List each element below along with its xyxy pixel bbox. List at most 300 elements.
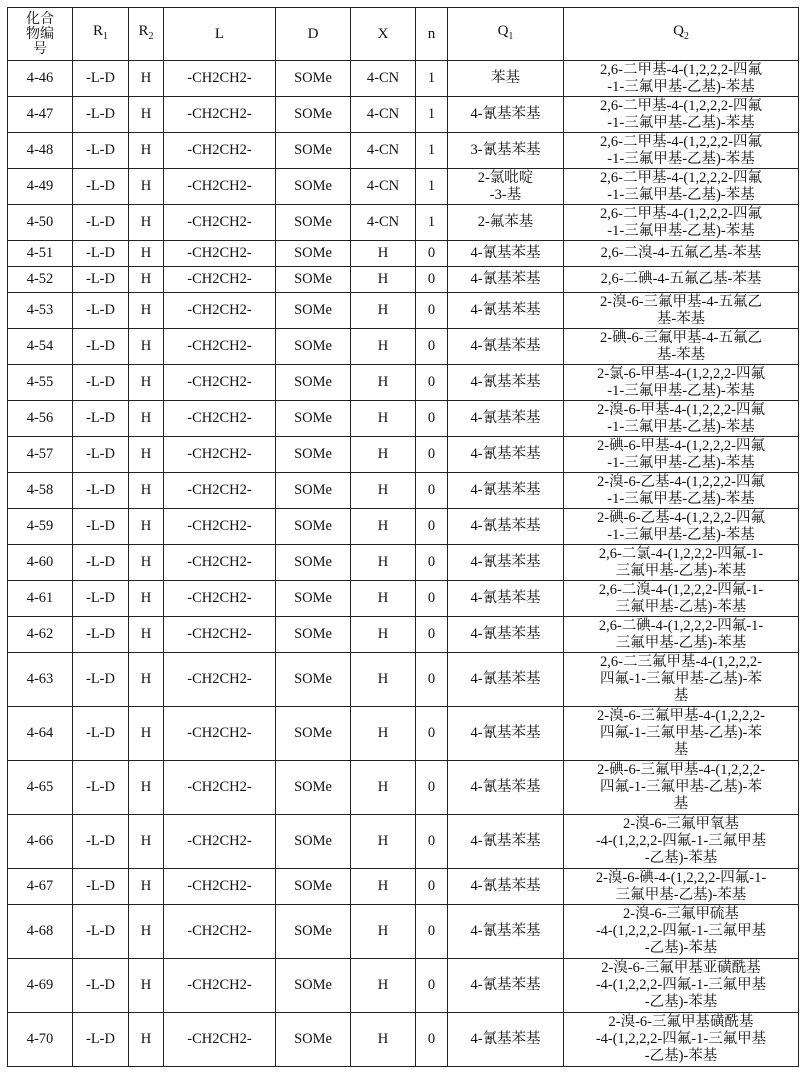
cell-n: 0 xyxy=(416,653,448,707)
cell-q1 xyxy=(448,905,564,959)
q2-line: -乙基)-苯基 xyxy=(564,994,798,1011)
cell-r2: H xyxy=(129,815,164,869)
cell-x: H xyxy=(351,653,416,707)
table-row xyxy=(8,169,799,205)
cell-r2: H xyxy=(129,509,164,545)
cell-r2: H xyxy=(129,267,164,293)
cell-n: 0 xyxy=(416,959,448,1013)
q2-line: -1-三氟甲基-乙基)-苯基 xyxy=(564,383,798,400)
cell-q2 xyxy=(564,545,799,581)
cell-n: 1 xyxy=(416,133,448,169)
cell-n: 0 xyxy=(416,707,448,761)
cell-d: SOMe xyxy=(276,205,351,241)
q2-line: 2,6-二甲基-4-(1,2,2,2-四氟 xyxy=(564,134,798,151)
cell-q1 xyxy=(448,169,564,205)
cell-l: -CH2CH2- xyxy=(164,473,276,509)
q1-line: 2-氟苯基 xyxy=(448,214,563,231)
q2-line: 四氟-1-三氟甲基-乙基)-苯 xyxy=(564,779,798,796)
table-row xyxy=(8,653,799,707)
cell-n: 1 xyxy=(416,205,448,241)
q1-line: 4-氰基苯基 xyxy=(448,374,563,391)
table-row xyxy=(8,61,799,97)
header-text: 物编 xyxy=(8,27,72,42)
cell-d: SOMe xyxy=(276,1013,351,1067)
cell-q2 xyxy=(564,581,799,617)
cell-q1 xyxy=(448,707,564,761)
cell-q1 xyxy=(448,293,564,329)
cell-n: 0 xyxy=(416,545,448,581)
cell-l: -CH2CH2- xyxy=(164,761,276,815)
cell-d: SOMe xyxy=(276,133,351,169)
cell-q1 xyxy=(448,241,564,267)
cell-id: 4-61 xyxy=(8,581,73,617)
header-x: X xyxy=(351,8,416,61)
q2-line: 基 xyxy=(564,742,798,759)
q2-line: -4-(1,2,2,2-四氟-1-三氟甲基 xyxy=(564,923,798,940)
q2-line: 基-苯基 xyxy=(564,311,798,328)
header-subscript: 2 xyxy=(684,31,689,42)
cell-q2 xyxy=(564,133,799,169)
cell-r2: H xyxy=(129,133,164,169)
cell-l: -CH2CH2- xyxy=(164,365,276,401)
q1-line: 4-氰基苯基 xyxy=(448,106,563,123)
cell-r1: -L-D xyxy=(73,97,129,133)
cell-q1 xyxy=(448,401,564,437)
cell-l: -CH2CH2- xyxy=(164,97,276,133)
q2-line: -1-三氟甲基-乙基)-苯基 xyxy=(564,419,798,436)
table-row xyxy=(8,617,799,653)
table-row xyxy=(8,329,799,365)
cell-l: -CH2CH2- xyxy=(164,869,276,905)
cell-x: H xyxy=(351,365,416,401)
table-row xyxy=(8,97,799,133)
cell-r1: -L-D xyxy=(73,581,129,617)
q2-line: -乙基)-苯基 xyxy=(564,850,798,867)
cell-id: 4-48 xyxy=(8,133,73,169)
q2-line: 2,6-二甲基-4-(1,2,2,2-四氟 xyxy=(564,62,798,79)
header-subscript: 1 xyxy=(508,31,513,42)
cell-q2 xyxy=(564,97,799,133)
cell-d: SOMe xyxy=(276,267,351,293)
cell-q2 xyxy=(564,365,799,401)
cell-l: -CH2CH2- xyxy=(164,133,276,169)
cell-r1: -L-D xyxy=(73,329,129,365)
q2-line: 2-碘-6-三氟甲基-4-(1,2,2,2- xyxy=(564,762,798,779)
cell-n: 0 xyxy=(416,329,448,365)
cell-r1: -L-D xyxy=(73,509,129,545)
cell-r1: -L-D xyxy=(73,241,129,267)
cell-q2 xyxy=(564,1013,799,1067)
q1-line: 4-氰基苯基 xyxy=(448,1031,563,1048)
q2-line: -1-三氟甲基-乙基)-苯基 xyxy=(564,223,798,240)
cell-id: 4-58 xyxy=(8,473,73,509)
cell-d: SOMe xyxy=(276,653,351,707)
q2-line: 2-溴-6-三氟甲氧基 xyxy=(564,816,798,833)
cell-r1: -L-D xyxy=(73,293,129,329)
cell-l: -CH2CH2- xyxy=(164,815,276,869)
cell-id: 4-64 xyxy=(8,707,73,761)
cell-l: -CH2CH2- xyxy=(164,545,276,581)
cell-d: SOMe xyxy=(276,869,351,905)
cell-q2 xyxy=(564,707,799,761)
cell-n: 0 xyxy=(416,617,448,653)
cell-q1 xyxy=(448,959,564,1013)
q1-line: 4-氰基苯基 xyxy=(448,671,563,688)
cell-r1: -L-D xyxy=(73,437,129,473)
q1-line: 4-氰基苯基 xyxy=(448,590,563,607)
cell-id: 4-70 xyxy=(8,1013,73,1067)
cell-q2 xyxy=(564,329,799,365)
header-text: 化合 xyxy=(8,12,72,27)
header-text: 号 xyxy=(8,42,72,57)
header-row xyxy=(8,8,799,61)
cell-q2 xyxy=(564,761,799,815)
cell-x: 4-CN xyxy=(351,97,416,133)
cell-n: 0 xyxy=(416,815,448,869)
q2-line: 基 xyxy=(564,688,798,705)
cell-id: 4-55 xyxy=(8,365,73,401)
cell-n: 0 xyxy=(416,241,448,267)
header-subscript: 2 xyxy=(149,31,154,42)
cell-d: SOMe xyxy=(276,815,351,869)
cell-q1 xyxy=(448,437,564,473)
cell-r2: H xyxy=(129,617,164,653)
cell-l: -CH2CH2- xyxy=(164,509,276,545)
cell-d: SOMe xyxy=(276,329,351,365)
cell-n: 1 xyxy=(416,61,448,97)
cell-x: H xyxy=(351,1013,416,1067)
cell-id: 4-50 xyxy=(8,205,73,241)
cell-r2: H xyxy=(129,61,164,97)
cell-l: -CH2CH2- xyxy=(164,329,276,365)
cell-q2 xyxy=(564,241,799,267)
cell-r1: -L-D xyxy=(73,267,129,293)
cell-r2: H xyxy=(129,401,164,437)
cell-n: 0 xyxy=(416,437,448,473)
header-r1 xyxy=(73,8,129,61)
cell-d: SOMe xyxy=(276,61,351,97)
q2-line: 2-溴-6-三氟甲基亚磺酰基 xyxy=(564,960,798,977)
cell-id: 4-60 xyxy=(8,545,73,581)
cell-x: H xyxy=(351,509,416,545)
cell-l: -CH2CH2- xyxy=(164,205,276,241)
cell-d: SOMe xyxy=(276,545,351,581)
cell-r1: -L-D xyxy=(73,1013,129,1067)
cell-r2: H xyxy=(129,959,164,1013)
q2-line: 2,6-二甲基-4-(1,2,2,2-四氟 xyxy=(564,170,798,187)
q2-line: 基 xyxy=(564,796,798,813)
cell-q1 xyxy=(448,815,564,869)
cell-l: -CH2CH2- xyxy=(164,293,276,329)
cell-r1: -L-D xyxy=(73,707,129,761)
cell-n: 0 xyxy=(416,761,448,815)
cell-r2: H xyxy=(129,545,164,581)
cell-x: 4-CN xyxy=(351,205,416,241)
q2-line: -乙基)-苯基 xyxy=(564,1048,798,1065)
cell-r2: H xyxy=(129,329,164,365)
cell-x: H xyxy=(351,707,416,761)
q2-line: 基-苯基 xyxy=(564,347,798,364)
cell-n: 0 xyxy=(416,267,448,293)
cell-r1: -L-D xyxy=(73,169,129,205)
cell-q2 xyxy=(564,205,799,241)
cell-r2: H xyxy=(129,707,164,761)
cell-d: SOMe xyxy=(276,581,351,617)
cell-r2: H xyxy=(129,869,164,905)
table-row xyxy=(8,761,799,815)
cell-x: H xyxy=(351,761,416,815)
cell-r2: H xyxy=(129,761,164,815)
cell-r1: -L-D xyxy=(73,869,129,905)
table-row xyxy=(8,905,799,959)
table-row xyxy=(8,437,799,473)
cell-r1: -L-D xyxy=(73,365,129,401)
q1-line: 2-氯吡啶 xyxy=(448,170,563,187)
header-text: Q xyxy=(673,23,684,39)
cell-id: 4-54 xyxy=(8,329,73,365)
q2-line: 2-溴-6-三氟甲硫基 xyxy=(564,906,798,923)
header-q1 xyxy=(448,8,564,61)
q2-line: 三氟甲基-乙基)-苯基 xyxy=(564,635,798,652)
q1-line: 4-氰基苯基 xyxy=(448,878,563,895)
cell-id: 4-63 xyxy=(8,653,73,707)
header-text: Q xyxy=(498,23,509,39)
cell-q1 xyxy=(448,869,564,905)
q2-line: 四氟-1-三氟甲基-乙基)-苯 xyxy=(564,671,798,688)
q1-line: 4-氰基苯基 xyxy=(448,554,563,571)
cell-l: -CH2CH2- xyxy=(164,905,276,959)
cell-n: 0 xyxy=(416,365,448,401)
cell-r2: H xyxy=(129,581,164,617)
cell-r2: H xyxy=(129,365,164,401)
cell-r2: H xyxy=(129,437,164,473)
cell-x: 4-CN xyxy=(351,61,416,97)
q1-line: 4-氰基苯基 xyxy=(448,725,563,742)
q1-line: 4-氰基苯基 xyxy=(448,518,563,535)
table-row xyxy=(8,365,799,401)
cell-d: SOMe xyxy=(276,97,351,133)
cell-l: -CH2CH2- xyxy=(164,617,276,653)
cell-id: 4-59 xyxy=(8,509,73,545)
cell-n: 0 xyxy=(416,1013,448,1067)
cell-x: H xyxy=(351,959,416,1013)
cell-d: SOMe xyxy=(276,959,351,1013)
q2-line: -4-(1,2,2,2-四氟-1-三氟甲基 xyxy=(564,1031,798,1048)
cell-l: -CH2CH2- xyxy=(164,61,276,97)
header-l: L xyxy=(164,8,276,61)
cell-q1 xyxy=(448,97,564,133)
q2-line: 2,6-二氯-4-(1,2,2,2-四氟-1- xyxy=(564,546,798,563)
cell-d: SOMe xyxy=(276,365,351,401)
cell-q1 xyxy=(448,329,564,365)
cell-id: 4-56 xyxy=(8,401,73,437)
q1-line: 4-氰基苯基 xyxy=(448,833,563,850)
cell-r1: -L-D xyxy=(73,617,129,653)
cell-l: -CH2CH2- xyxy=(164,437,276,473)
cell-l: -CH2CH2- xyxy=(164,1013,276,1067)
q2-line: 2-溴-6-碘-4-(1,2,2,2-四氟-1- xyxy=(564,870,798,887)
q2-line: -1-三氟甲基-乙基)-苯基 xyxy=(564,187,798,204)
cell-n: 0 xyxy=(416,509,448,545)
table-body xyxy=(8,61,799,1067)
cell-r2: H xyxy=(129,97,164,133)
table-row xyxy=(8,401,799,437)
q2-line: 2-溴-6-乙基-4-(1,2,2,2-四氟 xyxy=(564,474,798,491)
cell-d: SOMe xyxy=(276,241,351,267)
q2-line: 三氟甲基-乙基)-苯基 xyxy=(564,563,798,580)
cell-q1 xyxy=(448,473,564,509)
header-compound-no xyxy=(8,8,73,61)
q2-line: -乙基)-苯基 xyxy=(564,940,798,957)
q1-line: 4-氰基苯基 xyxy=(448,302,563,319)
q2-line: 2-碘-6-甲基-4-(1,2,2,2-四氟 xyxy=(564,438,798,455)
cell-q2 xyxy=(564,653,799,707)
header-q2 xyxy=(564,8,799,61)
cell-x: H xyxy=(351,293,416,329)
cell-n: 1 xyxy=(416,169,448,205)
q2-line: 2,6-二碘-4-(1,2,2,2-四氟-1- xyxy=(564,618,798,635)
q2-line: 2,6-二甲基-4-(1,2,2,2-四氟 xyxy=(564,98,798,115)
q2-line: 2-溴-6-甲基-4-(1,2,2,2-四氟 xyxy=(564,402,798,419)
q2-line: 2,6-二溴-4-(1,2,2,2-四氟-1- xyxy=(564,582,798,599)
cell-n: 0 xyxy=(416,293,448,329)
q2-line: 四氟-1-三氟甲基-乙基)-苯 xyxy=(564,725,798,742)
q1-line: 4-氰基苯基 xyxy=(448,245,563,262)
q1-line: 苯基 xyxy=(448,70,563,87)
cell-r1: -L-D xyxy=(73,133,129,169)
q1-line: 4-氰基苯基 xyxy=(448,779,563,796)
cell-d: SOMe xyxy=(276,473,351,509)
cell-r2: H xyxy=(129,241,164,267)
cell-x: H xyxy=(351,329,416,365)
cell-q2 xyxy=(564,437,799,473)
cell-q2 xyxy=(564,61,799,97)
header-text: R xyxy=(93,23,103,39)
q1-line: 4-氰基苯基 xyxy=(448,446,563,463)
cell-l: -CH2CH2- xyxy=(164,241,276,267)
cell-x: H xyxy=(351,581,416,617)
header-r2 xyxy=(129,8,164,61)
cell-q2 xyxy=(564,473,799,509)
cell-l: -CH2CH2- xyxy=(164,653,276,707)
q2-line: 三氟甲基-乙基)-苯基 xyxy=(564,599,798,616)
q1-line: 4-氰基苯基 xyxy=(448,977,563,994)
q1-line: -3-基 xyxy=(448,187,563,204)
table-row xyxy=(8,545,799,581)
cell-q1 xyxy=(448,267,564,293)
cell-id: 4-69 xyxy=(8,959,73,1013)
cell-id: 4-68 xyxy=(8,905,73,959)
cell-r1: -L-D xyxy=(73,761,129,815)
q2-line: 2,6-二三氟甲基-4-(1,2,2,2- xyxy=(564,654,798,671)
cell-n: 0 xyxy=(416,905,448,959)
header-n: n xyxy=(416,8,448,61)
cell-q1 xyxy=(448,61,564,97)
cell-l: -CH2CH2- xyxy=(164,169,276,205)
q2-line: -1-三氟甲基-乙基)-苯基 xyxy=(564,151,798,168)
cell-d: SOMe xyxy=(276,437,351,473)
cell-x: H xyxy=(351,617,416,653)
cell-id: 4-47 xyxy=(8,97,73,133)
cell-q2 xyxy=(564,267,799,293)
cell-q1 xyxy=(448,653,564,707)
cell-r1: -L-D xyxy=(73,401,129,437)
cell-d: SOMe xyxy=(276,617,351,653)
cell-x: H xyxy=(351,869,416,905)
cell-id: 4-57 xyxy=(8,437,73,473)
cell-n: 1 xyxy=(416,97,448,133)
cell-x: H xyxy=(351,545,416,581)
cell-r1: -L-D xyxy=(73,61,129,97)
cell-q2 xyxy=(564,869,799,905)
cell-r1: -L-D xyxy=(73,205,129,241)
q2-line: 2-溴-6-三氟甲基-4-(1,2,2,2- xyxy=(564,708,798,725)
table-row xyxy=(8,815,799,869)
cell-l: -CH2CH2- xyxy=(164,707,276,761)
cell-x: H xyxy=(351,905,416,959)
cell-d: SOMe xyxy=(276,707,351,761)
cell-q1 xyxy=(448,617,564,653)
cell-r1: -L-D xyxy=(73,959,129,1013)
cell-id: 4-62 xyxy=(8,617,73,653)
cell-id: 4-53 xyxy=(8,293,73,329)
cell-n: 0 xyxy=(416,869,448,905)
q1-line: 3-氰基苯基 xyxy=(448,142,563,159)
table-row xyxy=(8,133,799,169)
q1-line: 4-氰基苯基 xyxy=(448,271,563,288)
q2-line: 2,6-二溴-4-五氟乙基-苯基 xyxy=(564,245,798,262)
cell-x: H xyxy=(351,401,416,437)
cell-q1 xyxy=(448,205,564,241)
cell-r2: H xyxy=(129,473,164,509)
cell-q2 xyxy=(564,293,799,329)
cell-x: H xyxy=(351,437,416,473)
table-row xyxy=(8,581,799,617)
cell-r2: H xyxy=(129,205,164,241)
cell-id: 4-67 xyxy=(8,869,73,905)
table-row xyxy=(8,509,799,545)
table-row xyxy=(8,205,799,241)
cell-d: SOMe xyxy=(276,905,351,959)
cell-r1: -L-D xyxy=(73,473,129,509)
q2-line: -1-三氟甲基-乙基)-苯基 xyxy=(564,527,798,544)
cell-q1 xyxy=(448,545,564,581)
cell-d: SOMe xyxy=(276,509,351,545)
cell-id: 4-46 xyxy=(8,61,73,97)
cell-q1 xyxy=(448,581,564,617)
cell-x: 4-CN xyxy=(351,133,416,169)
q1-line: 4-氰基苯基 xyxy=(448,338,563,355)
table-row xyxy=(8,1013,799,1067)
cell-r1: -L-D xyxy=(73,815,129,869)
cell-x: H xyxy=(351,815,416,869)
cell-x: H xyxy=(351,267,416,293)
cell-x: H xyxy=(351,473,416,509)
cell-q1 xyxy=(448,509,564,545)
table-row xyxy=(8,959,799,1013)
cell-n: 0 xyxy=(416,581,448,617)
cell-q2 xyxy=(564,401,799,437)
cell-q1 xyxy=(448,1013,564,1067)
cell-x: 4-CN xyxy=(351,169,416,205)
table-row xyxy=(8,869,799,905)
cell-d: SOMe xyxy=(276,401,351,437)
table-row xyxy=(8,241,799,267)
cell-id: 4-51 xyxy=(8,241,73,267)
cell-r1: -L-D xyxy=(73,905,129,959)
cell-id: 4-65 xyxy=(8,761,73,815)
table-row xyxy=(8,293,799,329)
